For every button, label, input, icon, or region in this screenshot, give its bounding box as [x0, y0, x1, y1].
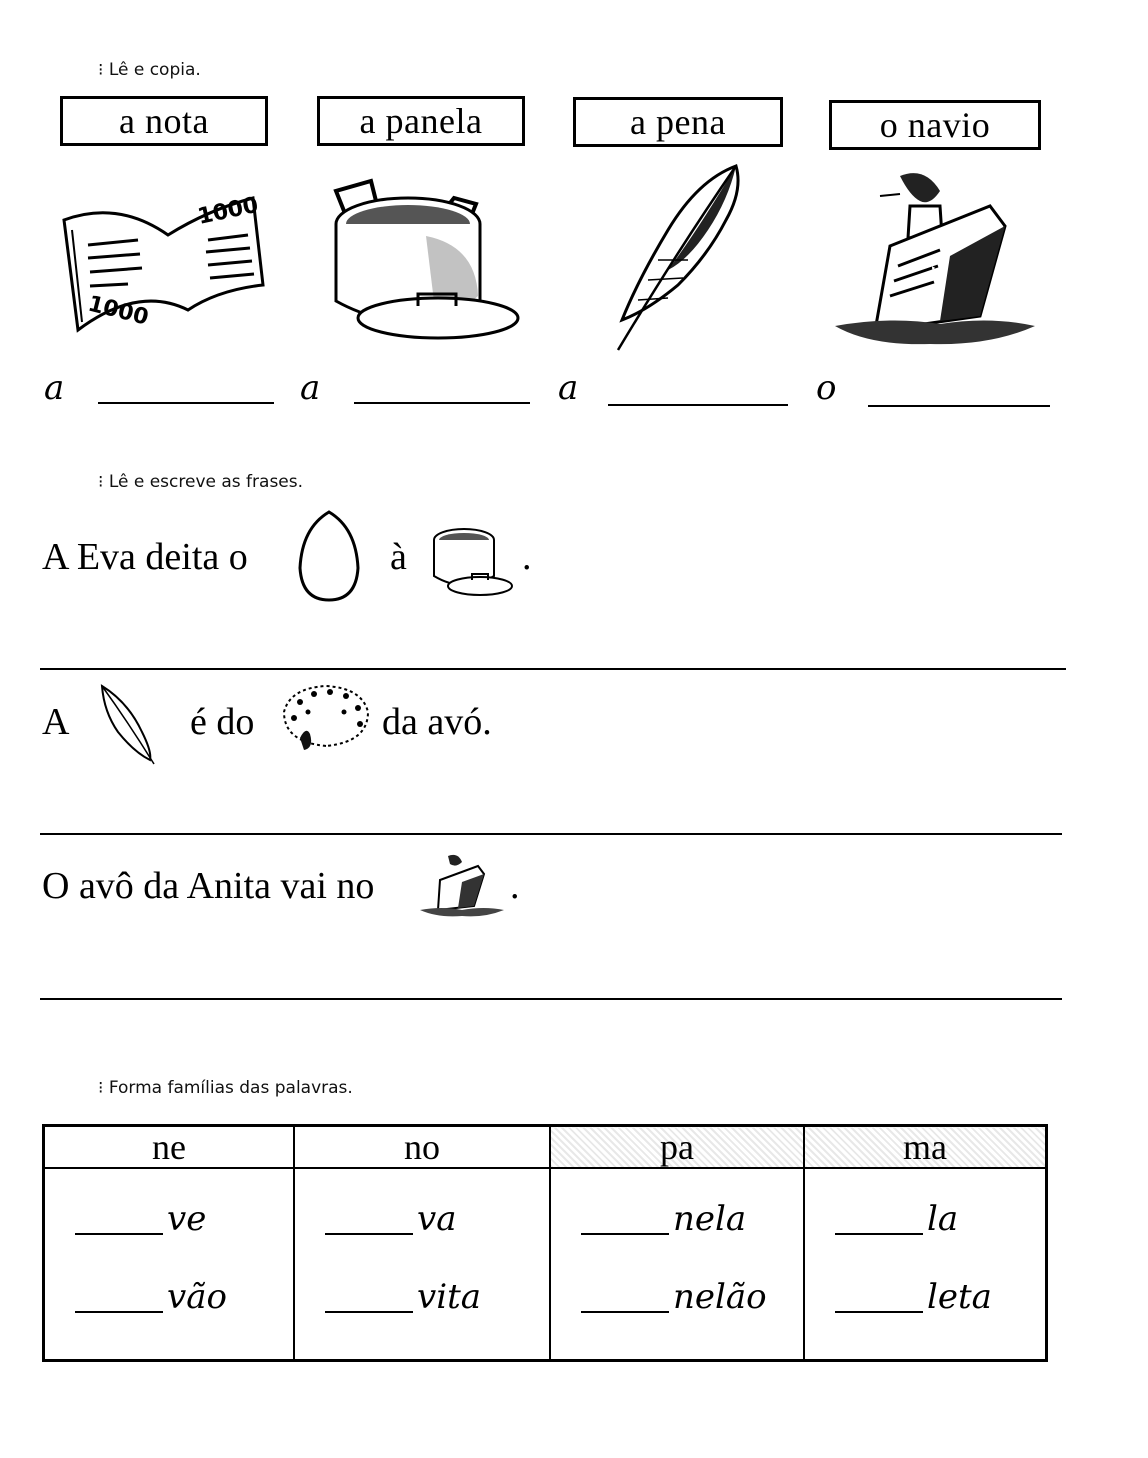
svg-text:1000: 1000 — [195, 192, 261, 230]
word-box-panela: a panela — [317, 96, 525, 146]
fill-line[interactable] — [325, 1233, 413, 1235]
bullet-icon: ⁝ — [98, 60, 109, 80]
fill-line[interactable] — [835, 1233, 923, 1235]
sentence-1-part3: . — [522, 536, 532, 578]
fill-line[interactable] — [581, 1311, 669, 1313]
ship-icon — [830, 166, 1040, 351]
ship-small-icon — [418, 852, 506, 920]
column-header-pa: pa — [550, 1126, 804, 1169]
column-header-ne: ne — [44, 1126, 295, 1169]
banknote-icon — [58, 190, 268, 335]
fill-line[interactable] — [581, 1233, 669, 1235]
sentence-2-part3: da avó. — [382, 701, 492, 743]
sentence-1-part2: à — [390, 536, 407, 578]
bullet-icon: ⁝ — [98, 472, 109, 492]
word-box-nota: a nota — [60, 96, 268, 146]
instruction-word-families: ⁝ Forma famílias das palavras. — [98, 1078, 353, 1098]
family-row — [805, 1183, 1045, 1261]
write-line-1[interactable] — [40, 668, 1066, 670]
write-line-2[interactable] — [40, 833, 1062, 835]
word-families-table — [42, 1124, 1048, 1362]
family-row — [45, 1261, 293, 1339]
article-o-4: o — [816, 368, 837, 408]
article-a-3: a — [558, 368, 579, 408]
fill-line[interactable] — [835, 1311, 923, 1313]
fill-line[interactable] — [75, 1311, 163, 1313]
column-no — [294, 1168, 550, 1361]
column-ma — [804, 1168, 1047, 1361]
column-header-ma: ma — [804, 1126, 1047, 1169]
syllable: va — [417, 1199, 457, 1239]
feather-small-icon — [98, 682, 158, 766]
pot-small-icon — [430, 524, 514, 598]
syllable: vão — [167, 1277, 227, 1317]
sentence-3-part1: O avô da Anita vai no — [42, 865, 375, 907]
feather-icon — [608, 160, 748, 355]
sentence-3-part2: . — [510, 865, 520, 907]
word-box-pena: a pena — [573, 97, 783, 147]
copy-line-4[interactable] — [868, 405, 1050, 407]
instruction-read-write: ⁝ Lê e escreve as frases. — [98, 472, 304, 492]
article-a-2: a — [300, 368, 321, 408]
svg-text:1000: 1000 — [85, 291, 151, 331]
fill-line[interactable] — [325, 1311, 413, 1313]
family-row — [295, 1261, 549, 1339]
fill-line[interactable] — [75, 1233, 163, 1235]
syllable: nelão — [673, 1277, 767, 1317]
column-pa — [550, 1168, 804, 1361]
syllable: ve — [167, 1199, 207, 1239]
egg-icon — [294, 508, 364, 604]
syllable: vita — [417, 1277, 482, 1317]
syllable: la — [927, 1199, 959, 1239]
syllable: leta — [927, 1277, 992, 1317]
family-row — [551, 1183, 803, 1261]
svg-text:⚓: ⚓ — [930, 252, 948, 276]
copy-line-1[interactable] — [98, 402, 274, 404]
sentence-2-part1: A — [42, 701, 70, 743]
copy-line-3[interactable] — [608, 404, 788, 406]
column-ne — [44, 1168, 295, 1361]
family-row — [551, 1261, 803, 1339]
copy-line-2[interactable] — [354, 402, 530, 404]
word-box-navio: o navio — [829, 100, 1041, 150]
sentence-2-part2: é do — [190, 701, 255, 743]
column-header-no: no — [294, 1126, 550, 1169]
instruction-read-copy: ⁝ Lê e copia. — [98, 60, 201, 80]
peacock-icon — [280, 682, 372, 754]
sentence-1-part1: A Eva deita o — [42, 536, 248, 578]
write-line-3[interactable] — [40, 998, 1062, 1000]
family-row — [805, 1261, 1045, 1339]
family-row — [45, 1183, 293, 1261]
family-row — [295, 1183, 549, 1261]
pot-icon — [326, 176, 522, 346]
syllable: nela — [673, 1199, 747, 1239]
bullet-icon: ⁝ — [98, 1078, 109, 1098]
article-a-1: a — [44, 368, 65, 408]
